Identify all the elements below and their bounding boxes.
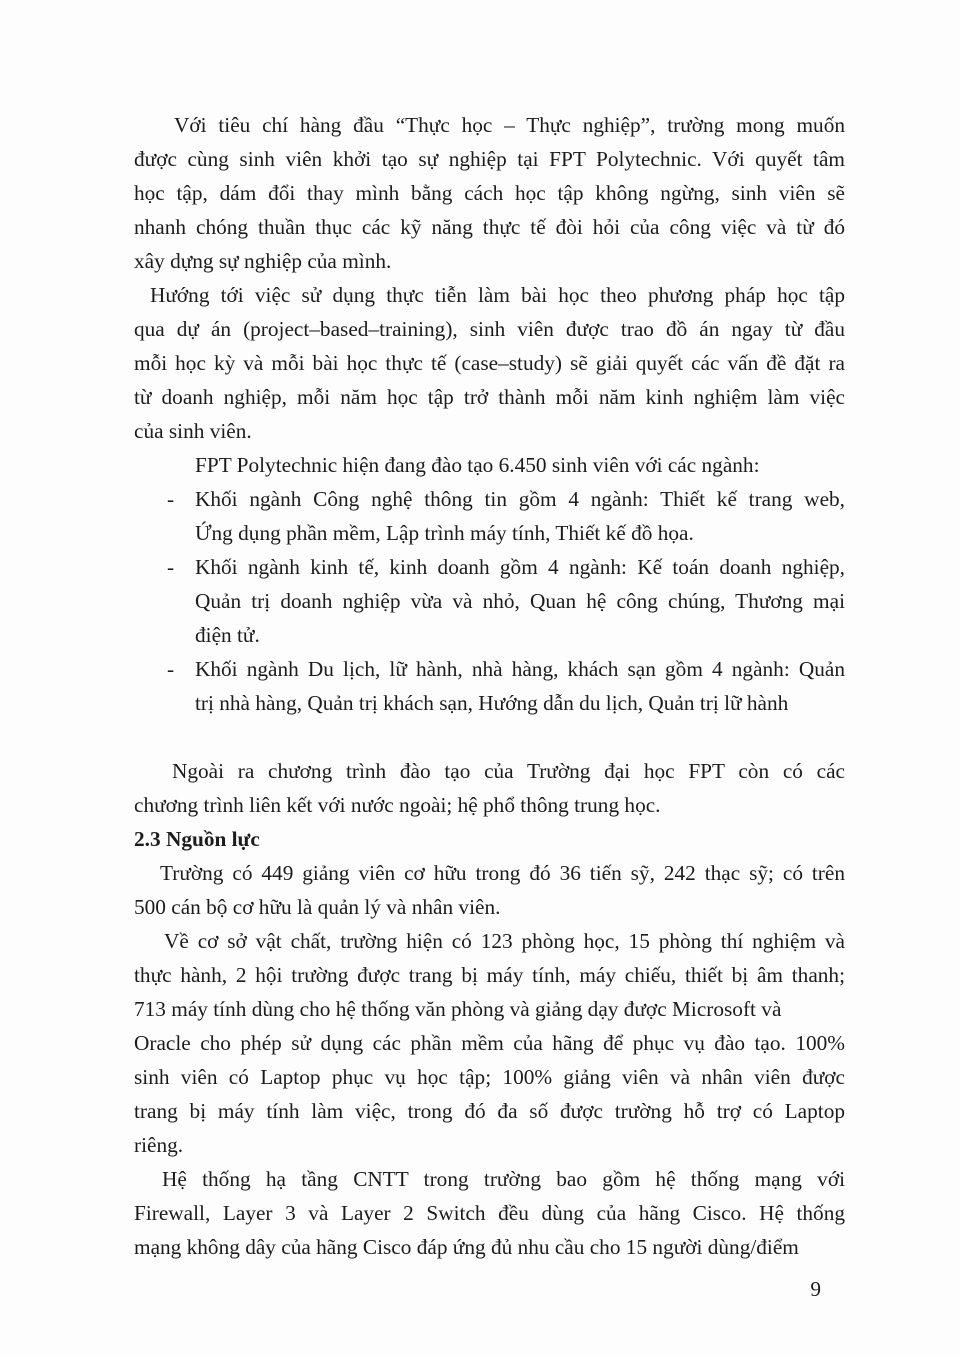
para-tieu-chi-line-4: nhanh chóng thuần thục các kỹ năng thực tế đòi hỏi của công việc và từ đó [134, 215, 845, 239]
para-co-so-vat-chat-line-5: sinh viên có Laptop phục vụ học tập; 100% giảng viên và nhân viên được [134, 1065, 845, 1089]
heading-nguon-luc: 2.3 Nguồn lực [134, 827, 260, 851]
para-co-so-vat-chat-line-6: trang bị máy tính làm việc, trong đó đa số được trường hỗ trợ có Laptop [134, 1099, 845, 1123]
para-tieu-chi-line-3: học tập, dám đổi thay mình bằng cách học tập không ngừng, sinh viên sẽ [134, 181, 845, 205]
bullet-dash: - [167, 657, 175, 681]
para-tieu-chi-line-2: được cùng sinh viên khởi tạo sự nghiệp tại FPT Polytechnic. Với quyết tâm [134, 147, 845, 171]
page-content [134, 108, 845, 1264]
para-ha-tang-cntt-line-2: Firewall, Layer 3 và Layer 2 Switch đều dùng của hãng Cisco. Hệ thống [134, 1201, 845, 1225]
para-giang-vien-line-2: 500 cán bộ cơ hữu là quản lý và nhân viên. [134, 895, 501, 919]
para-tieu-chi-line-1: Với tiêu chí hàng đầu “Thực học – Thực nghiệp”, trường mong muốn [174, 113, 845, 137]
para-tieu-chi-line-5: xây dựng sự nghiệp của mình. [134, 249, 392, 273]
para-fpt-dao-tao-line-1: FPT Polytechnic hiện đang đào tạo 6.450 sinh viên với các ngành: [195, 453, 760, 477]
bullet-du-lich-line-1: - Khối ngành Du lịch, lữ hành, nhà hàng, khách sạn gồm 4 ngành: Quản [134, 652, 845, 686]
para-ha-tang-cntt-line-3: mạng không dây của hãng Cisco đáp ứng đủ nhu cầu cho 15 người dùng/điểm [134, 1235, 799, 1259]
page-number: 9 [810, 1277, 821, 1301]
bullet-kinh-te-line-2: Quản trị doanh nghiệp vừa và nhỏ, Quan hệ công chúng, Thương mại [195, 589, 845, 613]
bullet-cong-nghe-thong-tin-line-1: - Khối ngành Công nghệ thông tin gồm 4 ngành: Thiết kế trang web, [134, 482, 845, 516]
blank-line [134, 720, 845, 754]
bullet-dash: - [167, 555, 175, 579]
para-co-so-vat-chat-line-2: thực hành, 2 hội trường được trang bị máy tính, máy chiếu, thiết bị âm thanh; [134, 963, 845, 987]
para-co-so-vat-chat-line-3: 713 máy tính dùng cho hệ thống văn phòng và giảng dạy được Microsoft và [134, 997, 782, 1021]
bullet-dash: - [167, 487, 175, 511]
para-huong-toi-line-3: mỗi học kỳ và mỗi bài học thực tế (case–study) sẽ giải quyết các vấn đề đặt ra [134, 351, 845, 375]
para-ngoai-ra-line-1: Ngoài ra chương trình đào tạo của Trường đại học FPT còn có các [172, 759, 845, 783]
para-huong-toi-line-1: Hướng tới việc sử dụng thực tiễn làm bài học theo phương pháp học tập [150, 283, 845, 307]
para-ha-tang-cntt-line-1: Hệ thống hạ tầng CNTT trong trường bao gồm hệ thống mạng với [162, 1167, 845, 1191]
para-co-so-vat-chat-line-7: riêng. [134, 1133, 184, 1157]
para-co-so-vat-chat-line-4: Oracle cho phép sử dụng các phần mềm của hãng để phục vụ đào tạo. 100% [134, 1031, 845, 1055]
para-huong-toi-line-2: qua dự án (project–based–training), sinh viên được trao đồ án ngay từ đầu [134, 317, 845, 341]
page-footer [134, 1272, 845, 1306]
para-ngoai-ra-line-2: chương trình liên kết với nước ngoài; hệ phổ thông trung học. [134, 793, 661, 817]
para-huong-toi-line-5: của sinh viên. [134, 419, 252, 443]
para-huong-toi-line-4: từ doanh nghiệp, mỗi năm học tập trở thành mỗi năm kinh nghiệm làm việc [134, 385, 845, 409]
bullet-kinh-te-line-3: điện tử. [195, 623, 260, 647]
bullet-kinh-te-line-1: - Khối ngành kinh tế, kinh doanh gồm 4 ngành: Kế toán doanh nghiệp, [134, 550, 845, 584]
para-giang-vien-line-1: Trường có 449 giảng viên cơ hữu trong đó 36 tiến sỹ, 242 thạc sỹ; có trên [160, 861, 845, 885]
bullet-du-lich-line-2: trị nhà hàng, Quản trị khách sạn, Hướng dẫn du lịch, Quản trị lữ hành [195, 691, 789, 715]
bullet-cong-nghe-thong-tin-line-2: Ứng dụng phần mềm, Lập trình máy tính, Thiết kế đồ họa. [195, 521, 694, 545]
para-co-so-vat-chat-line-1: Về cơ sở vật chất, trường hiện có 123 phòng học, 15 phòng thí nghiệm và [164, 929, 845, 953]
